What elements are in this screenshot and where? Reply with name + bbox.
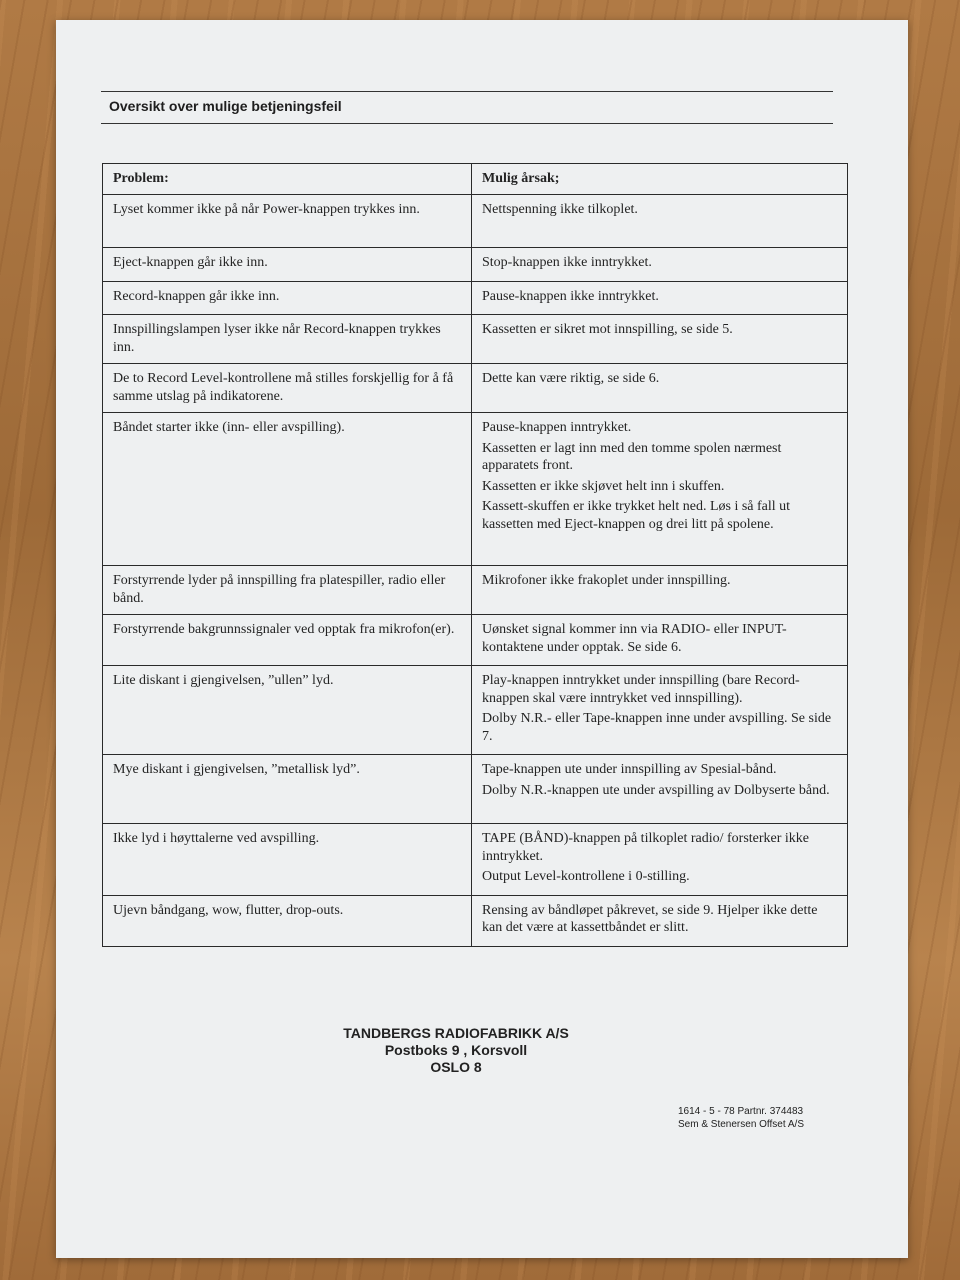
company-city: OSLO 8 [430,1059,482,1075]
cause-text: Rensing av båndløpet påkrevet, se side 9. Hjelper ikke dette kan det være at kassettbåndet er slitt. [482,902,818,935]
table-row [103,895,848,946]
cause-text: Kassetten er lagt inn med den tomme spolen nærmest apparatets front. [482,440,782,473]
cause-text: Tape-knappen ute under innspilling av Spesial-bånd. [482,762,777,777]
table-row [103,566,848,615]
problem-cell: Forstyrrende lyder på innspilling fra platespiller, radio eller bånd. [103,566,472,615]
problem-cell: Ikke lyd i høyttalerne ved avspilling. [103,824,472,896]
table-row [103,195,848,248]
page-title: Oversikt over mulige betjeningsfeil [109,98,342,114]
print-info [678,1105,804,1131]
cause-text: Output Level-kontrollene i 0-stilling. [482,869,690,884]
cause-cell [472,281,848,315]
cause-text: Kassetten er ikke skjøvet helt inn i skuffen. [482,478,725,494]
cause-text: Dolby N.R.-knappen ute under avspilling av Dolbyserte bånd. [482,782,830,798]
company-footer [56,1025,856,1076]
manual-page [56,20,908,1258]
cause-cell [472,615,848,666]
cause-column-header: Mulig årsak; [472,164,848,195]
troubleshooting-table [102,163,848,947]
table-row [103,281,848,315]
cause-cell [472,566,848,615]
problem-cell: Eject-knappen går ikke inn. [103,248,472,282]
cause-cell [472,824,848,896]
cause-text: Nettspenning ikke tilkoplet. [482,202,638,217]
table-body [103,195,848,947]
problem-column-header: Problem: [103,164,472,195]
cause-text: Dolby N.R.- eller Tape-knappen inne under avspilling. Se side 7. [482,711,832,744]
cause-cell [472,248,848,282]
cause-cell [472,755,848,824]
header-top-rule [101,91,833,92]
cause-text: Play-knappen inntrykket under innspilling (bare Record-knappen skal være inntrykket ved innspilling). [482,673,800,706]
problem-cell: Båndet starter ikke (inn- eller avspilling). [103,413,472,566]
company-address: Postboks 9 , Korsvoll [384,1042,528,1058]
cause-cell [472,315,848,364]
cause-cell [472,413,848,566]
cause-text: Pause-knappen ikke inntrykket. [482,288,659,304]
cause-cell [472,195,848,248]
problem-cell: Forstyrrende bakgrunnssignaler ved opptak fra mikrofon(er). [103,615,472,666]
table-row [103,364,848,413]
cause-text: Dette kan være riktig, se side 6. [482,371,660,386]
problem-cell: De to Record Level-kontrollene må stilles forskjellig for å få samme utslag på indikatorene. [103,364,472,413]
header-bottom-rule [101,123,833,124]
cause-text: Kassett-skuffen er ikke trykket helt ned. Løs i så fall ut kassetten med Eject-knappen og drei litt på spolene. [482,499,791,532]
print-code: 1614 - 5 - 78 Partnr. 374483 [678,1106,804,1117]
troubleshooting-table-container [102,163,848,947]
table-row [103,755,848,824]
problem-cell: Ujevn båndgang, wow, flutter, drop-outs. [103,895,472,946]
cause-cell [472,364,848,413]
cause-text: Uønsket signal kommer inn via RADIO- eller INPUT-kontaktene under opptak. Se side 6. [482,622,787,655]
printer-name: Sem & Stenersen Offset A/S [678,1119,804,1130]
cause-text: Pause-knappen inntrykket. [482,420,632,435]
problem-cell: Mye diskant i gjengivelsen, ”metallisk lyd”. [103,755,472,824]
table-row [103,248,848,282]
cause-text: TAPE (BÅND)-knappen på tilkoplet radio/ forsterker ikke inntrykket. [482,831,810,864]
table-row [103,824,848,896]
table-row [103,615,848,666]
table-row [103,666,848,755]
problem-cell: Lyset kommer ikke på når Power-knappen trykkes inn. [103,195,472,248]
problem-cell: Record-knappen går ikke inn. [103,281,472,315]
cause-cell [472,666,848,755]
table-header-row [103,164,848,195]
cause-cell [472,895,848,946]
table-row [103,315,848,364]
cause-text: Stop-knappen ikke inntrykket. [482,255,652,270]
company-name: TANDBERGS RADIOFABRIKK A/S [343,1025,569,1041]
cause-text: Kassetten er sikret mot innspilling, se side 5. [482,322,733,337]
table-row [103,413,848,566]
problem-cell: Innspillingslampen lyser ikke når Record-knappen trykkes inn. [103,315,472,364]
cause-text: Mikrofoner ikke frakoplet under innspilling. [482,573,731,588]
problem-cell: Lite diskant i gjengivelsen, ”ullen” lyd. [103,666,472,755]
